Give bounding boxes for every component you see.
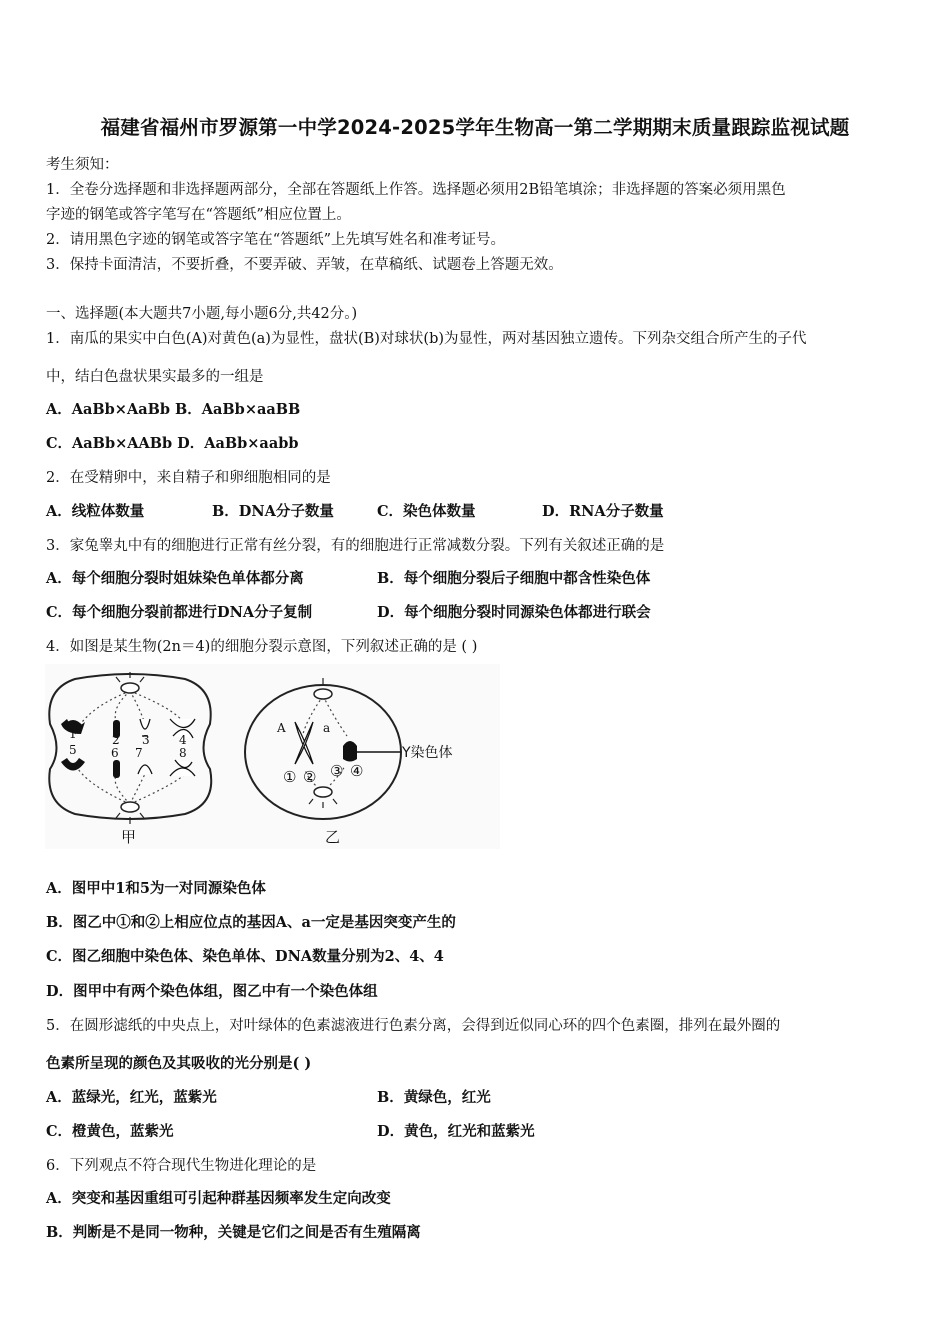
notice-item-3: 3．保持卡面清洁，不要折叠，不要弄破、弄皱，在草稿纸、试题卷上答题无效。 (46, 257, 563, 273)
gene-label-a: a (323, 721, 331, 735)
q3-option-c: C．每个细胞分裂前都进行DNA分子复制 (46, 604, 313, 621)
q2-option-a: A．线粒体数量 (46, 503, 145, 520)
circled-4: ④ (350, 762, 364, 780)
jia-label-8: 8 (179, 746, 187, 760)
q1-options-cd: C．AaBb×AABb D．AaBb×aabb (46, 435, 299, 452)
q3-stem: 3．家兔睾丸中有的细胞进行正常有丝分裂，有的细胞进行正常减数分裂。下列有关叙述正确的是 (46, 538, 665, 554)
q4-option-d: D．图甲中有两个染色体组，图乙中有一个染色体组 (46, 983, 378, 1000)
jia-label-1: 1 (69, 727, 77, 741)
circled-2: ② (303, 768, 317, 786)
circled-3: ③ (330, 762, 344, 780)
q3-option-b: B．每个细胞分裂后子细胞中都含性染色体 (377, 570, 651, 587)
q2-stem: 2．在受精卵中，来自精子和卵细胞相同的是 (46, 470, 331, 486)
q1-stem-cont: 中，结白色盘状果实最多的一组是 (46, 369, 264, 385)
q3-option-d: D．每个细胞分裂时同源染色体都进行联会 (377, 604, 651, 621)
q6-stem: 6．下列观点不符合现代生物进化理论的是 (46, 1158, 317, 1174)
section-heading: 一、选择题(本大题共7小题,每小题6分,共42分。) (46, 306, 358, 322)
q1-stem: 1．南瓜的果实中白色(A)对黄色(a)为显性，盘状(B)对球状(b)为显性，两对基因独立遗传。下列杂交组合所产生的子代 (46, 331, 807, 347)
jia-label-5: 5 (69, 743, 77, 757)
jia-label-4: 4 (179, 733, 187, 747)
q1-options-ab: A．AaBb×AaBb B．AaBb×aaBB (46, 401, 301, 418)
q5-option-a: A．蓝绿光，红光，蓝紫光 (46, 1089, 217, 1106)
q5-stem: 5．在圆形滤纸的中央点上，对叶绿体的色素滤液进行色素分离，会得到近似同心环的四个色素圈，排列在最外圈的 (46, 1018, 781, 1034)
q4-option-a: A．图甲中1和5为一对同源染色体 (46, 880, 266, 897)
notice-header: 考生须知： (46, 157, 119, 173)
circled-1: ① (283, 768, 297, 786)
q2-option-d: D．RNA分子数量 (542, 503, 664, 520)
q4-option-c: C．图乙细胞中染色体、染色单体、DNA数量分别为2、4、4 (46, 948, 444, 965)
q5-option-c: C．橙黄色，蓝紫光 (46, 1123, 174, 1140)
cell-division-figure (45, 664, 500, 849)
exam-title: 福建省福州市罗源第一中学2024-2025学年生物高一第二学期期末质量跟踪监视试题 (100, 116, 850, 139)
q3-option-a: A．每个细胞分裂时姐妹染色单体都分离 (46, 570, 304, 587)
jia-label-6: 6 (111, 746, 119, 760)
q4-stem: 4．如图是某生物(2n＝4)的细胞分裂示意图，下列叙述正确的是 ( ) (46, 639, 478, 655)
q2-option-b: B．DNA分子数量 (212, 503, 334, 520)
jia-label-2: 2 (112, 733, 120, 747)
q5-option-b: B．黄绿色，红光 (377, 1089, 491, 1106)
figure-label-yi: 乙 (325, 828, 341, 846)
y-chromosome-label: Y染色体 (402, 745, 453, 761)
q4-option-b: B．图乙中①和②上相应位点的基因A、a一定是基因突变产生的 (46, 914, 456, 931)
q6-option-a: A．突变和基因重组可引起种群基因频率发生定向改变 (46, 1190, 391, 1207)
notice-item-2: 2．请用黑色字迹的钢笔或答字笔在“答题纸”上先填写姓名和准考证号。 (46, 232, 506, 248)
q5-option-d: D．黄色，红光和蓝紫光 (377, 1123, 535, 1140)
jia-label-7: 7 (135, 746, 143, 760)
jia-label-3: 3 (142, 733, 150, 747)
notice-item-1: 1．全卷分选择题和非选择题两部分，全部在答题纸上作答。选择题必须用2B铅笔填涂；非选择题的答案必须用黑色 (46, 182, 786, 198)
notice-item-1-cont: 字迹的钢笔或答字笔写在“答题纸”相应位置上。 (46, 207, 351, 223)
gene-label-A: A (277, 721, 286, 735)
q6-option-b: B．判断是不是同一物种，关键是它们之间是否有生殖隔离 (46, 1224, 421, 1241)
figure-label-jia: 甲 (121, 828, 137, 846)
q5-stem-cont: 色素所呈现的颜色及其吸收的光分别是( ) (46, 1055, 312, 1072)
q2-option-c: C．染色体数量 (377, 503, 476, 520)
